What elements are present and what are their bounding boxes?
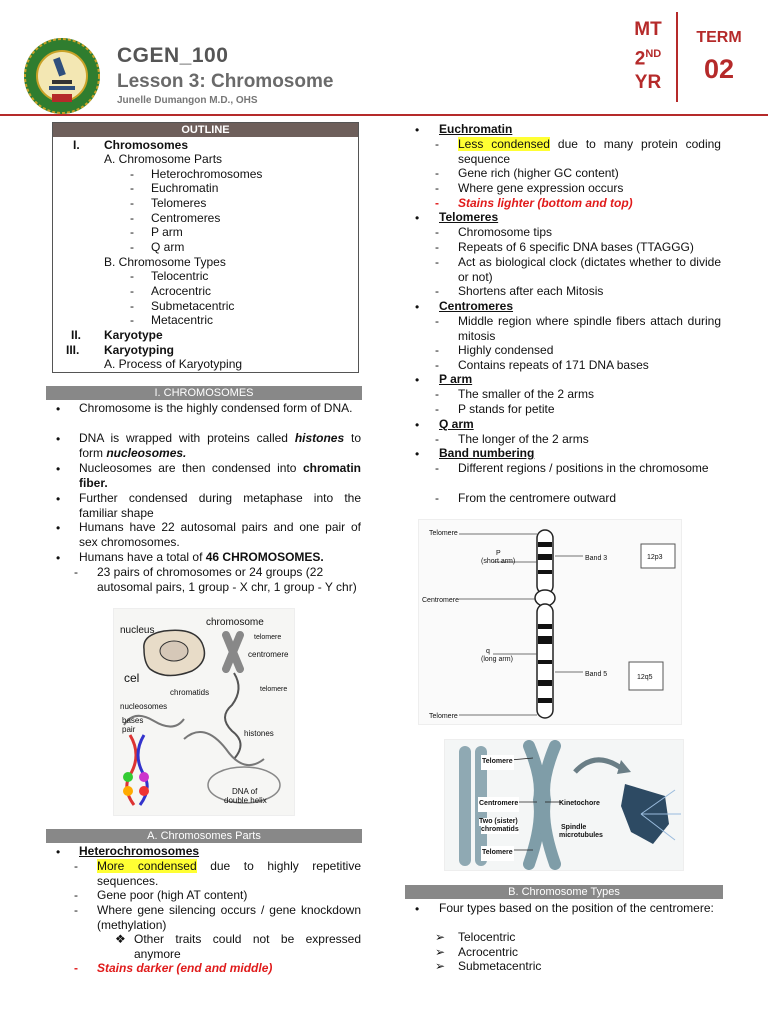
term-heading: Q arm <box>439 417 474 431</box>
fig-label: (short arm) <box>481 558 516 565</box>
fig-label: double helix <box>224 796 267 805</box>
outline-item: Chromosomes <box>104 138 189 152</box>
outline-num: I. <box>73 138 80 152</box>
sub-item: The longer of the 2 arms <box>458 432 589 446</box>
fig-label: centromere <box>248 650 289 659</box>
type-item: Submetacentric <box>458 959 542 973</box>
sister-chromatids-figure <box>444 739 684 871</box>
sub-item: Shortens after each Mitosis <box>458 284 604 298</box>
band-numbering-figure <box>418 519 682 725</box>
sub-item: Highly condensed <box>458 343 554 357</box>
section-heading-chromosomes: I. CHROMOSOMES <box>46 386 362 400</box>
term-heading: P arm <box>439 372 473 386</box>
sub-item: Stains darker (end and middle) <box>97 961 273 975</box>
outline-item: A. Process of Karyotyping <box>104 357 243 371</box>
year-label: YR <box>634 72 662 94</box>
outline-num: II. <box>71 328 82 342</box>
sub-item: Middle region where spindle fibers attach during mitosis <box>458 314 721 343</box>
section-heading-types: B. Chromosome Types <box>405 885 723 899</box>
sub-item: Repeats of 6 specific DNA bases (TTAGGG) <box>458 240 694 254</box>
outline-item: B. Chromosome Types <box>104 255 226 269</box>
sub-item: The smaller of the 2 arms <box>458 387 595 401</box>
paragraph: Further condensed during metaphase into the familiar shape <box>79 491 361 520</box>
fig-label: Two (sister) <box>479 818 518 825</box>
type-item: Telocentric <box>458 930 516 944</box>
sub-item: Where gene expression occurs <box>458 181 624 195</box>
fig-label: bases <box>122 716 144 725</box>
term-label: TERM <box>696 29 742 46</box>
year-number: 2ND <box>634 48 662 70</box>
paragraph: Nucleosomes are then condensed into chromatin fiber. <box>79 461 361 490</box>
fig-label: 12p3 <box>647 554 663 561</box>
fig-label: microtubules <box>559 832 603 839</box>
fig-label: histones <box>244 729 274 738</box>
fig-label: Centromere <box>422 597 459 604</box>
outline-item: Submetacentric <box>151 299 235 313</box>
chromosome-structure-figure <box>113 608 295 816</box>
fig-label: nucleosomes <box>120 702 168 711</box>
fig-label: Telomere <box>481 755 514 770</box>
fig-label: Telomere <box>429 713 458 720</box>
program-label: MT <box>634 19 662 40</box>
term-heading: Centromeres <box>439 299 514 313</box>
header-rule <box>0 114 768 116</box>
outline-item: Acrocentric <box>151 284 212 298</box>
sub-item: Gene rich (higher GC content) <box>458 166 619 180</box>
sub-item: Contains repeats of 171 DNA bases <box>458 358 649 372</box>
lesson-title: Lesson 3: Chromosome <box>117 71 334 92</box>
fig-label: pair <box>122 725 136 734</box>
sub-item: Stains lighter (bottom and top) <box>458 196 633 210</box>
fig-label: q <box>486 648 490 655</box>
sub-item: Chromosome tips <box>458 225 553 239</box>
fig-label: 12q5 <box>637 674 653 681</box>
fig-label: cel <box>124 671 140 685</box>
fig-label: Spindle <box>561 824 587 831</box>
fig-label: telomere <box>254 634 282 641</box>
fig-label: telomere <box>260 686 288 693</box>
outline-item: Euchromatin <box>151 181 219 195</box>
paragraph: Chromosome is the highly condensed form of DNA. <box>79 401 353 415</box>
sub-item: P stands for petite <box>458 402 555 416</box>
sub-sub-item: Other traits could not be expressed anymore <box>134 932 361 961</box>
sub-item: Gene poor (high AT content) <box>97 888 248 902</box>
outline-title: OUTLINE <box>53 123 358 137</box>
sub-item: 23 pairs of chromosomes or 24 groups (22 autosomal pairs, 1 group - X chr, 1 group - Y chr) <box>97 565 357 594</box>
type-item: Acrocentric <box>458 945 519 959</box>
sub-item: Less condensed due to many protein coding sequence <box>458 137 721 166</box>
outline-item: Karyotype <box>104 328 163 342</box>
fig-label: P <box>496 550 501 557</box>
fig-label: Telomere <box>481 846 514 861</box>
program-year <box>628 18 668 95</box>
outline-item: P arm <box>151 225 183 239</box>
fig-label: Centromere <box>478 797 519 812</box>
fig-label: Kinetochore <box>559 800 600 807</box>
outline-item: Metacentric <box>151 313 214 327</box>
header-divider <box>676 12 678 102</box>
outline-box: OUTLINE I. Chromosomes A. Chromosome Parts - Heterochromosomes - Euchromatin - Telomeres - Centromeres - P arm - Q arm B. Chromosome Types - Telocentric - Acrocentric - Submetacentric - Metacentric II. Karyotype III. Karyotyping A. Process of Karyotyping <box>52 122 359 373</box>
paragraph: Humans have 22 autosomal pairs and one pair of sex chromosomes. <box>79 520 361 549</box>
sub-item: Different regions / positions in the chromosome <box>458 461 709 475</box>
term-heading: Heterochromosomes <box>79 844 200 858</box>
outline-item: Q arm <box>151 240 185 254</box>
fig-label: chromatids <box>481 826 519 833</box>
sub-item: Where gene silencing occurs / gene knockdown (methylation) <box>97 903 361 932</box>
outline-item: Heterochromosomes <box>151 167 263 181</box>
term-heading: Band numbering <box>439 446 535 460</box>
paragraph: Humans have a total of 46 CHROMOSOMES. <box>79 550 324 564</box>
fig-label: nucleus <box>120 625 155 636</box>
outline-item: Karyotyping <box>104 343 175 357</box>
outline-item: A. Chromosome Parts <box>104 152 223 166</box>
paragraph: DNA is wrapped with proteins called histones to form nucleosomes. <box>79 431 362 460</box>
sub-item: Act as biological clock (dictates whether to divide or not) <box>458 255 721 284</box>
fig-label: Telomere <box>429 530 458 537</box>
course-code: CGEN_100 <box>117 44 229 67</box>
fig-label: Band 5 <box>585 671 608 678</box>
fig-label: chromatids <box>170 688 210 697</box>
sub-item: More condensed due to highly repetitive sequences. <box>97 859 362 888</box>
fig-label: (long arm) <box>481 656 513 663</box>
college-logo <box>22 36 102 116</box>
fig-label: Band 3 <box>585 555 608 562</box>
outline-item: Centromeres <box>151 211 221 225</box>
fig-label: DNA of <box>232 787 258 796</box>
section-heading-parts: A. Chromosomes Parts <box>46 829 362 843</box>
outline-item: Telomeres <box>151 196 207 210</box>
term-heading: Euchromatin <box>439 122 513 136</box>
term-number: 02 <box>703 54 735 84</box>
outline-item: Telocentric <box>151 269 209 283</box>
author: Junelle Dumangon M.D., OHS <box>117 95 258 106</box>
fig-label: chromosome <box>206 617 264 628</box>
outline-num: III. <box>66 343 80 357</box>
term-heading: Telomeres <box>439 210 499 224</box>
sub-item: From the centromere outward <box>458 491 617 505</box>
paragraph: Four types based on the position of the centromere: <box>439 901 714 915</box>
